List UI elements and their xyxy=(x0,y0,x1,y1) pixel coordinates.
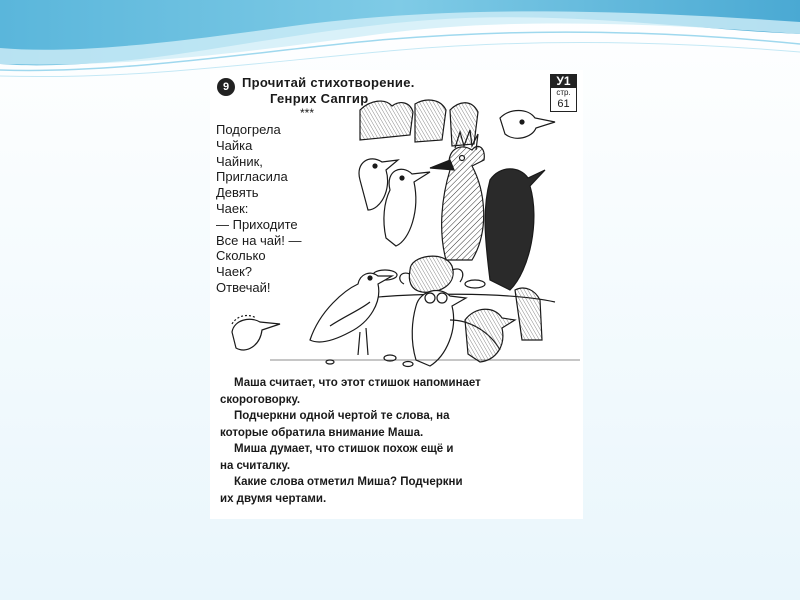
task-line: скороговорку. xyxy=(220,393,301,406)
poem-line: Отвечай! xyxy=(216,279,271,295)
task-line: Маша считает, что этот стишок напоминает xyxy=(234,377,481,389)
poem-author: Генрих Сапгир xyxy=(270,91,369,106)
exercise-number-badge: 9 xyxy=(217,78,235,96)
poem-line: Чаек: xyxy=(216,200,249,216)
poem-line: Чайка xyxy=(216,137,253,153)
poem-line: Сколько xyxy=(216,248,266,264)
task-line: на считалку. xyxy=(220,459,291,472)
poem-line: Чаек? xyxy=(216,264,253,280)
page-ref-number: 61 xyxy=(557,98,570,110)
exercise-title: Прочитай стихотворение. xyxy=(242,75,415,90)
poem-line: Подогрела xyxy=(216,122,281,137)
poem-line: Чайник, xyxy=(216,153,263,169)
poem-line: — Приходите xyxy=(216,216,298,232)
page-ref-label: стр. xyxy=(556,88,571,97)
workbook-page xyxy=(210,70,583,519)
task-line: которые обратила внимание Маша. xyxy=(220,426,424,439)
poem-line: Пригласила xyxy=(216,169,288,185)
task-line: их двумя чертами. xyxy=(220,492,327,505)
task-line: Какие слова отметил Миша? Подчеркни xyxy=(234,476,463,488)
page-ref-unit: У1 xyxy=(551,75,576,88)
poem-line: Все на чай! — xyxy=(216,232,302,248)
poem-line: Девять xyxy=(216,185,259,201)
poem xyxy=(216,122,302,296)
poem-separator: *** xyxy=(300,106,315,120)
task-instructions xyxy=(220,375,576,507)
task-line: Подчеркни одной чертой те слова, на xyxy=(234,410,450,422)
task-line: Миша думает, что стишок похож ещё и xyxy=(234,443,454,455)
textbook-page-reference xyxy=(550,74,577,112)
